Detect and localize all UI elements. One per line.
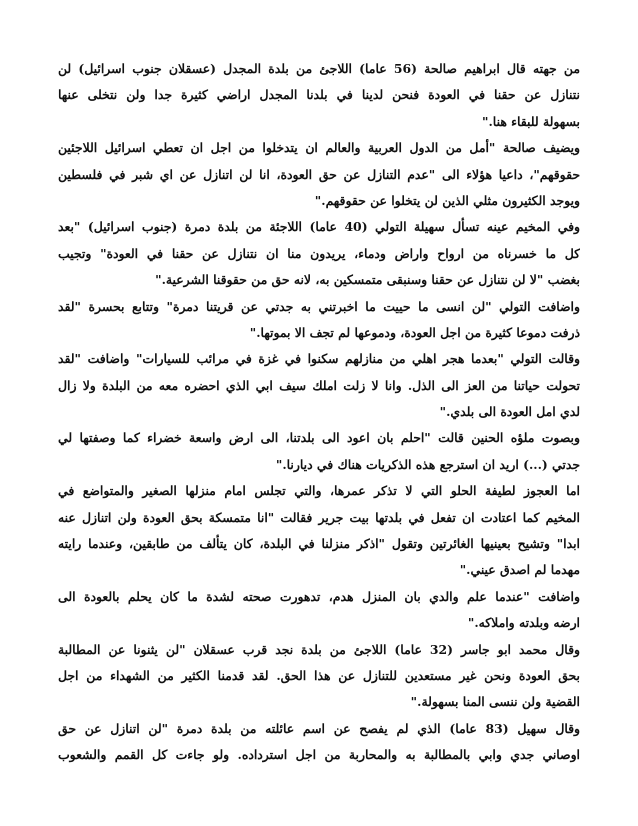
text-line: جدتي (...) اريد ان استرجع هذه الذكريات هناك في ديارنا." bbox=[275, 456, 580, 472]
text-line: بغضب "لا لن نتنازل عن حقنا وسنبقى متمسكين به، لانه حق من حقوقنا الشرعية." bbox=[155, 272, 580, 288]
text-line: وقال سهيل (83 عاما) الذي لم يفصح عن اسم عائلته من بلدة دمرة "لن اتنازل عن حق bbox=[58, 720, 580, 736]
text-line: وقالت التولي "بعدما هجر اهلي من منازلهم سكنوا في غزة في مرائب للسيارات" واضافت "لقد bbox=[58, 351, 580, 367]
text-line: واضافت "عندما علم والدي بان المنزل هدم، تدهورت صحته لشدة ما كان يحلم بالعودة الى bbox=[58, 588, 580, 604]
text-line: ويضيف صالحة "أمل من الدول العربية والعالم ان يتدخلوا من اجل ان تعطي اسرائيل اللاجئين bbox=[58, 140, 580, 156]
text-line: ويوجد الكثيرون مثلي الذين لن يتخلوا عن حقوقهم." bbox=[314, 192, 580, 208]
text-line: وبصوت ملؤه الحنين قالت "احلم بان اعود الى بلدتنا، الى ارض واسعة خضراء كما وصفتها لي bbox=[58, 430, 580, 446]
text-line: نتنازل عن حقنا في العودة فنحن لدينا في بلدنا المجدل اراضي كثيرة جدا ولن نتخلى عنها bbox=[58, 87, 580, 103]
text-line: لدي امل العودة الى بلدي." bbox=[439, 404, 580, 420]
text-line: مهدما لم اصدق عيني." bbox=[459, 562, 580, 578]
text-line: ارضه وبلدته واملاكه." bbox=[467, 615, 580, 631]
text-line: القضية ولن ننسى المنا بسهولة." bbox=[410, 694, 580, 710]
text-line: ابدا" وتشيح بعينيها الغائرتين وتقول "اذكر منزلنا في البلدة، كان يتألف من طابقين، وعندما رايته bbox=[58, 536, 580, 552]
text-line: وقال محمد ابو جاسر (32 عاما) اللاجئ من بلدة نجد قرب عسقلان "لن يثنونا عن المطالبة bbox=[58, 641, 580, 657]
text-line: بسهولة للبقاء هنا." bbox=[482, 113, 580, 129]
document-body bbox=[58, 56, 580, 812]
text-line: بحق العودة ونحن غير مستعدين للتنازل عن هذا الحق. لقد قدمنا الكثير من الشهداء من اجل bbox=[58, 667, 580, 683]
text-line: تحولت حياتنا من العز الى الذل. وانا لا زلت املك سيف ابي الذي احضره معه من البلدة ولا زال bbox=[58, 377, 580, 393]
text-line: حقوقهم"، داعيا هؤلاء الى "عدم التنازل عن حق العودة، انا لن اتنازل عن اي شبر في فلسطين bbox=[58, 166, 580, 182]
text-line: المخيم كما اعتادت ان تفعل في بلدتها بيت جرير فقالت "انا متمسكة بحق العودة ولن اتنازل عنه bbox=[58, 509, 580, 525]
text-line: اوصاني جدي وابي بالمطالبة به والمحاربة من اجل استرداده. ولو جاءت كل القمم والشعوب bbox=[58, 747, 580, 763]
text-line: ذرفت دموعا كثيرة من اجل العودة، ودموعها لم تجف الا بموتها." bbox=[249, 324, 580, 340]
text-line: من جهته قال ابراهيم صالحة (56 عاما) اللاجئ من بلدة المجدل (عسقلان جنوب اسرائيل) لن bbox=[58, 61, 580, 76]
text-line: وفي المخيم عينه تسأل سهيلة التولي (40 عاما) اللاجئة من بلدة دمرة (جنوب اسرائيل) "بعد bbox=[58, 219, 580, 235]
text-line: اما العجوز لطيفة الحلو التي لا تذكر عمرها، والتي تجلس امام منزلها الصغير والمتواضع في bbox=[58, 483, 580, 499]
text-line: كل ما خسرناه من ارواح واراض ودماء، يريدون منا ان نتنازل عن حقنا في العودة" وتجيب bbox=[58, 245, 580, 261]
text-line: واضافت التولي "لن انسى ما حييت ما اخبرتني به جدتي عن قريتنا دمرة" وتتابع بحسرة "لقد bbox=[58, 298, 580, 314]
